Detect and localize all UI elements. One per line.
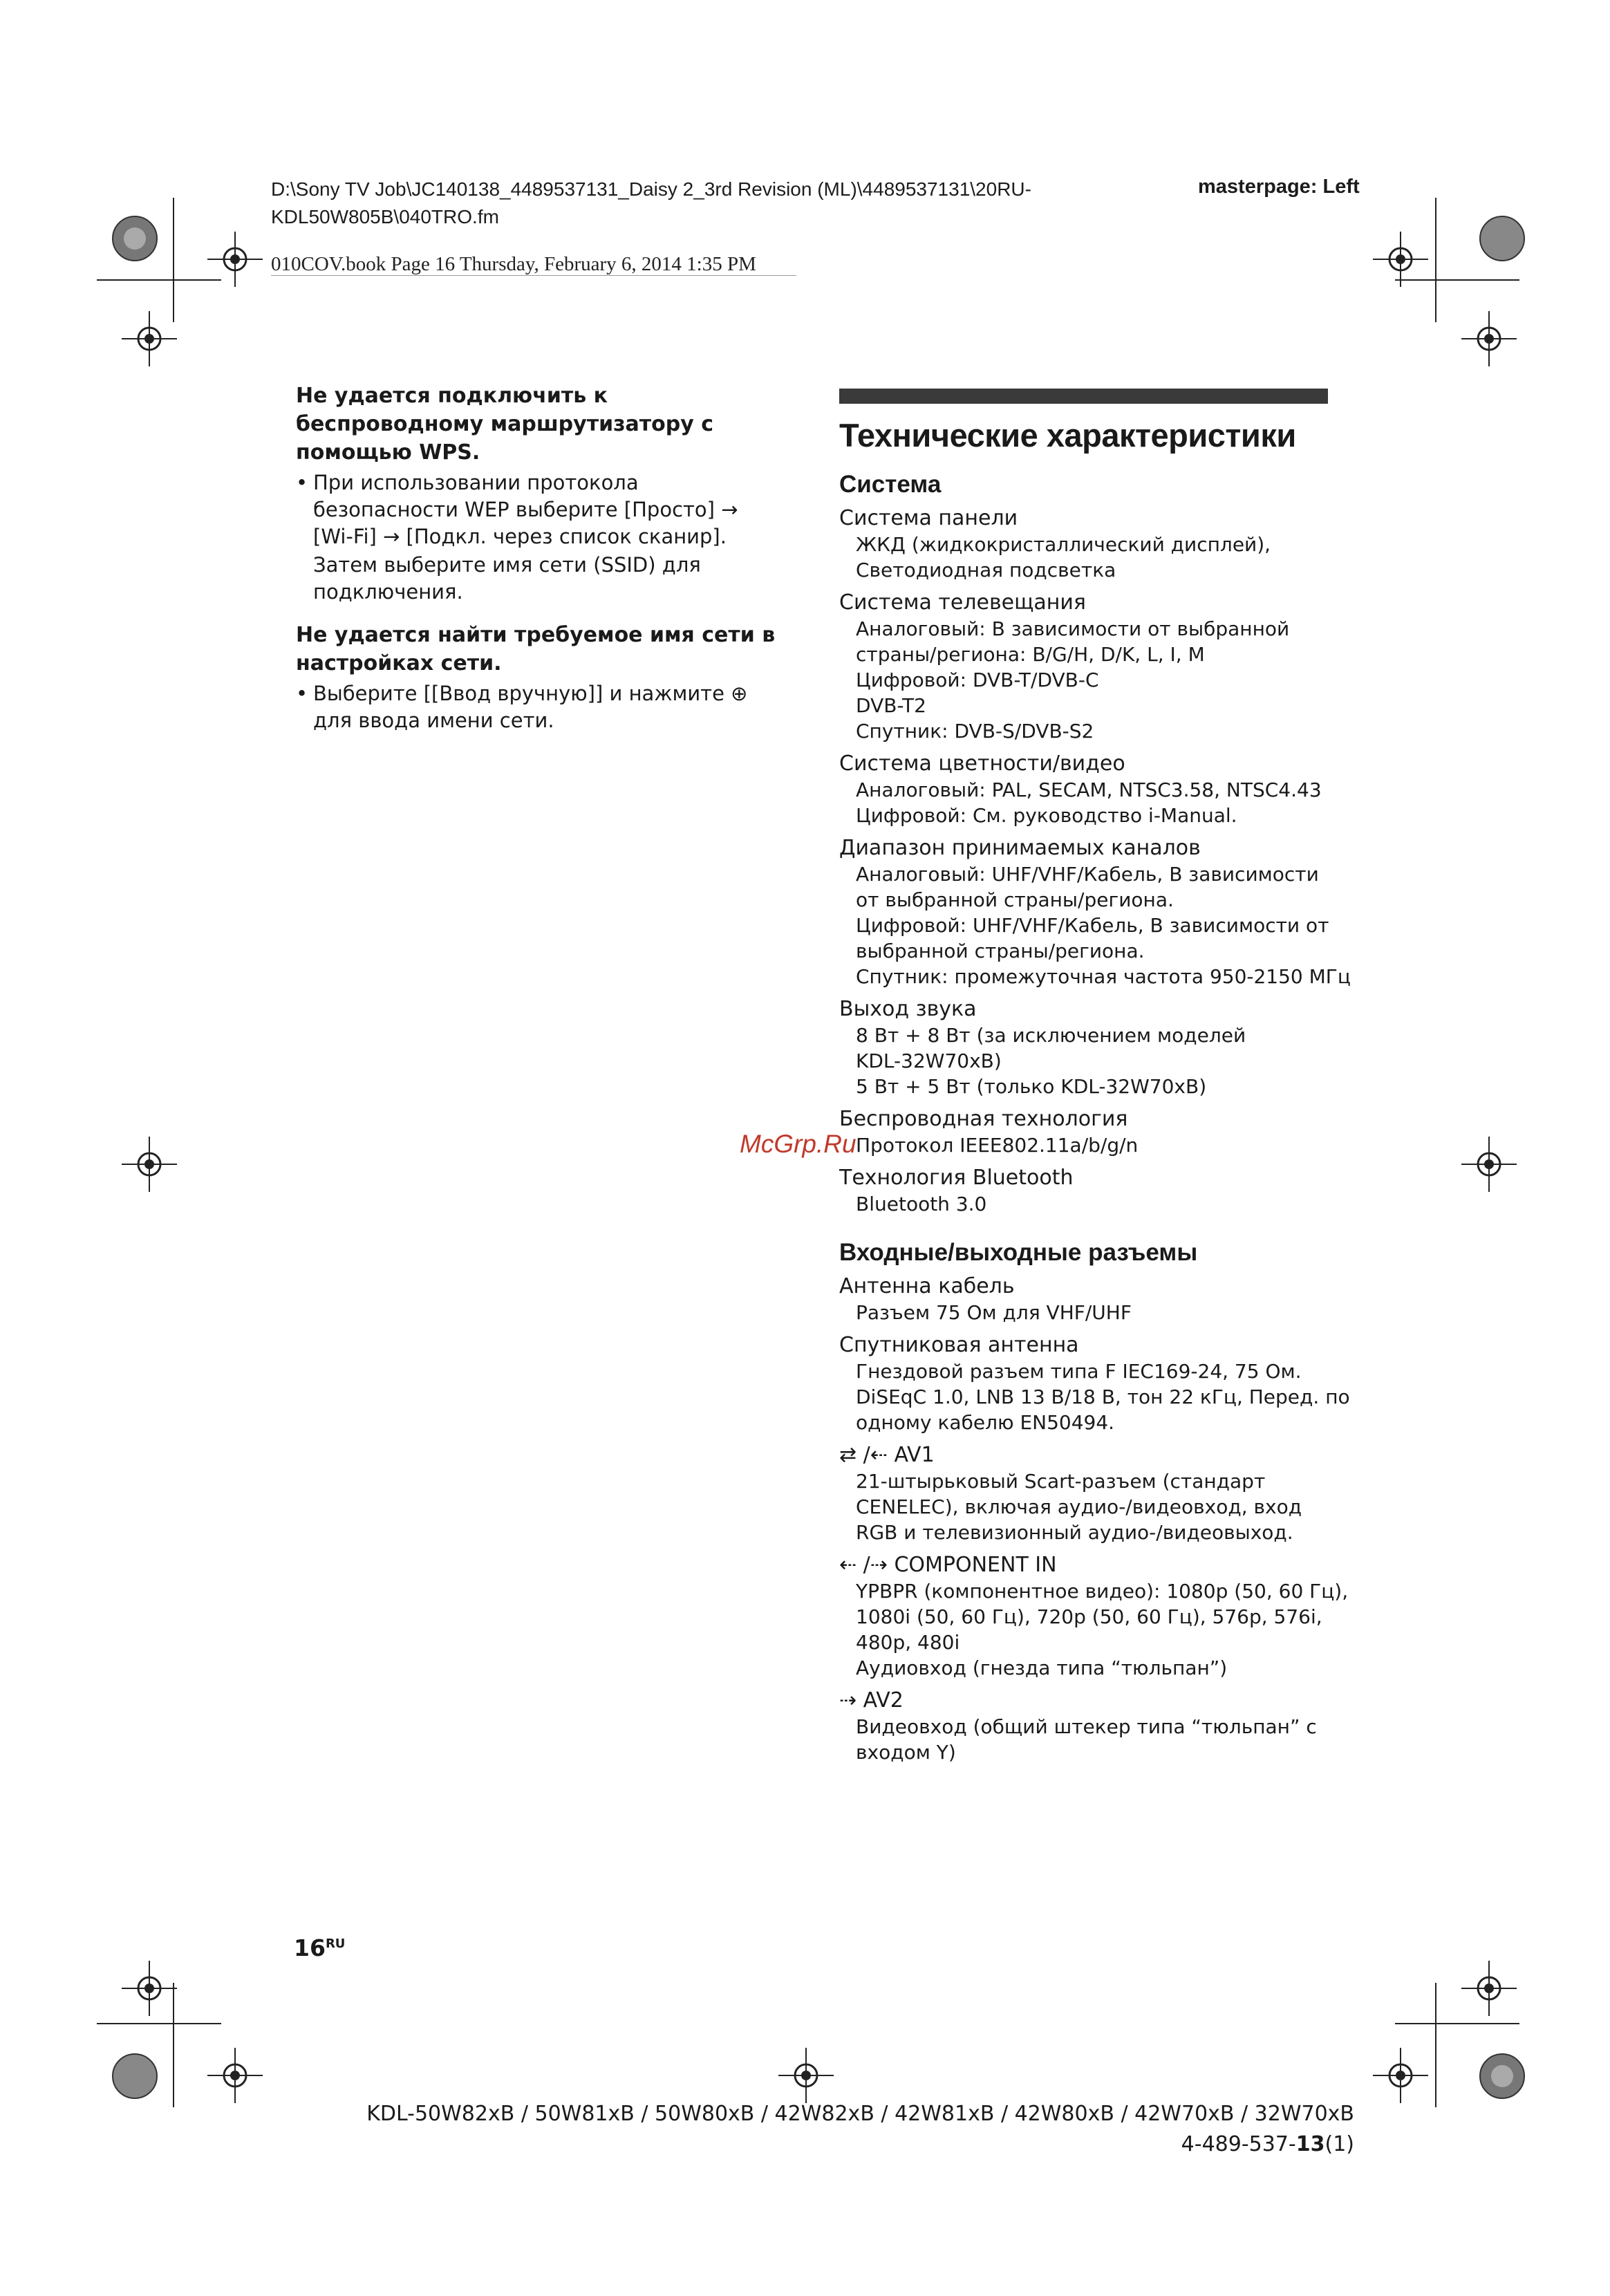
- crop-mark-line: [173, 198, 174, 322]
- crop-mark-line: [1395, 2023, 1519, 2024]
- answer-bullet: • Выберите [[Ввод вручную]] и нажмите ⊕ для ввода имени сети.: [296, 680, 780, 734]
- spec-label: ⇢ AV2: [839, 1688, 904, 1712]
- code-prefix: 4-489-537-: [1181, 2132, 1296, 2156]
- file-path-line1: D:\Sony TV Job\JC140138_4489537131_Daisy 2_3rd Revision (ML)\4489537131\20RU-: [271, 178, 1031, 200]
- page-language: RU: [325, 1936, 346, 1951]
- spec-value: Аналоговый: В зависимости от выбранной страны/региона: B/G/H, D/K, L, I, M Цифровой: DVB-T/DVB-C DVB-T2 Спутник: DVB-S/DVB-S2: [856, 617, 1290, 743]
- crosshair-icon: [122, 1961, 177, 2016]
- spec-item: [839, 1332, 1351, 1435]
- crosshair-icon: [1461, 1961, 1517, 2016]
- crosshair-icon: [778, 2048, 834, 2103]
- troubleshooting-column: [296, 382, 780, 749]
- crosshair-icon: [1373, 2048, 1428, 2103]
- section-title: Система: [839, 471, 942, 498]
- spec-section-io: [839, 1238, 1351, 1765]
- crosshair-icon: [207, 232, 263, 287]
- file-path-line2: KDL50W805B\040TRO.fm: [271, 206, 499, 227]
- spec-item: [839, 1106, 1351, 1158]
- crop-mark-line: [97, 2023, 221, 2024]
- code-suffix: (1): [1324, 2132, 1354, 2156]
- spec-value: 8 Вт + 8 Вт (за исключением моделей KDL-32W70xB) 5 Вт + 5 Вт (только KDL-32W70xB): [856, 1024, 1246, 1098]
- crosshair-icon: [122, 311, 177, 366]
- section-title: Входные/выходные разъемы: [839, 1239, 1198, 1266]
- specs-title: Технические характеристики: [839, 417, 1296, 454]
- title-bar: [839, 389, 1328, 404]
- spec-item: [839, 1273, 1351, 1325]
- spec-value: Аналоговый: PAL, SECAM, NTSC3.58, NTSC4.43 Цифровой: См. руководство i-Manual.: [856, 778, 1322, 827]
- spec-label: Система телевещания: [839, 590, 1086, 615]
- spec-value: Аналоговый: UHF/VHF/Кабель, В зависимости от выбранной страны/региона. Цифровой: UHF/VHF/Кабель, В зависимости от выбранной страны/региона. Спутник: промежуточная частота 950-2150 МГц: [856, 863, 1351, 988]
- troubleshooting-item: [296, 382, 780, 606]
- spec-label: Спутниковая антенна: [839, 1333, 1079, 1357]
- registration-circle-icon: [111, 214, 159, 263]
- footer-models: KDL-50W82xB / 50W81xB / 50W80xB / 42W82xB / 42W81xB / 42W80xB / 42W70xB / 32W70xB: [366, 2102, 1354, 2126]
- question-title: Не удается подключить к беспроводному маршрутизатору с помощью WPS.: [296, 384, 714, 465]
- spec-label: Система цветности/видео: [839, 752, 1125, 776]
- answer-extra: Затем выберите имя сети (SSID) для подключения.: [313, 553, 701, 604]
- answer-bullet: • При использовании протокола безопасности WEP выберите [Просто] → [Wi-Fi] → [Подкл. через список сканир].: [296, 469, 780, 550]
- spec-value: ЖКД (жидкокристаллический дисплей), Светодиодная подсветка: [856, 533, 1271, 581]
- spec-section-system: [839, 469, 1351, 1217]
- spec-value: Гнездовой разъем типа F IEC169-24, 75 Ом. DiSEqC 1.0, LNB 13 В/18 В, тон 22 кГц, Перед. по одному кабелю EN50494.: [856, 1360, 1350, 1434]
- spec-label: Диапазон принимаемых каналов: [839, 836, 1201, 860]
- spec-item: [839, 835, 1351, 989]
- spec-label: Антенна кабель: [839, 1274, 1015, 1298]
- spec-item: [839, 996, 1351, 1099]
- spec-item: [839, 1165, 1351, 1217]
- crosshair-icon: [1461, 311, 1517, 366]
- spec-label: ⇄ /⇠ AV1: [839, 1443, 935, 1467]
- spec-item: [839, 505, 1351, 583]
- registration-circle-icon: [1478, 214, 1526, 263]
- file-path: [271, 176, 1080, 231]
- registration-circle-icon: [1478, 2052, 1526, 2100]
- masterpage-label: masterpage: Left: [1198, 176, 1360, 198]
- troubleshooting-item: [296, 621, 780, 734]
- spec-label: Технология Bluetooth: [839, 1166, 1074, 1190]
- question-title: Не удается найти требуемое имя сети в настройках сети.: [296, 623, 776, 675]
- page-number: [294, 1934, 345, 1961]
- spec-value: Bluetooth 3.0: [856, 1193, 987, 1215]
- spec-label: Система панели: [839, 506, 1018, 530]
- crosshair-icon: [1373, 232, 1428, 287]
- spec-value: Видеовход (общий штекер типа “тюльпан” с входом Y): [856, 1715, 1317, 1764]
- footer-code: [1181, 2132, 1354, 2156]
- spec-value: Разъем 75 Ом для VHF/UHF: [856, 1301, 1132, 1324]
- spec-item: [839, 751, 1351, 828]
- crop-mark-line: [97, 279, 221, 281]
- registration-circle-icon: [111, 2052, 159, 2100]
- spec-item: [839, 1552, 1351, 1681]
- crosshair-icon: [207, 2048, 263, 2103]
- spec-item: [839, 590, 1351, 744]
- spec-value: 21-штырьковый Scart-разъем (стандарт CENELEC), включая аудио-/видеовход, вход RGB и телевизионный аудио-/видеовыход.: [856, 1470, 1302, 1544]
- crop-mark-line: [1435, 1983, 1436, 2107]
- spec-label: Выход звука: [839, 997, 977, 1021]
- spec-label: Беспроводная технология: [839, 1107, 1128, 1131]
- spec-value: Протокол IEEE802.11a/b/g/n: [856, 1134, 1139, 1157]
- crosshair-icon: [122, 1137, 177, 1192]
- spec-label: ⇠ /⇢ COMPONENT IN: [839, 1553, 1057, 1577]
- book-info: 010COV.book Page 16 Thursday, February 6, 2014 1:35 PM: [271, 253, 756, 275]
- page-number-value: 16: [294, 1934, 326, 1961]
- crop-mark-line: [1435, 198, 1436, 322]
- watermark: McGrp.Ru: [740, 1130, 857, 1158]
- spec-item: [839, 1442, 1351, 1545]
- code-bold: 13: [1295, 2132, 1325, 2156]
- specs-column: [839, 389, 1351, 1772]
- crosshair-icon: [1461, 1137, 1517, 1192]
- spec-value: YPBPR (компонентное видео): 1080p (50, 60 Гц), 1080i (50, 60 Гц), 720p (50, 60 Гц), 576p, 576i, 480p, 480i Аудиовход (гнезда типа “тюльпан”): [856, 1580, 1349, 1679]
- spec-item: [839, 1688, 1351, 1765]
- header-rule: [271, 275, 796, 276]
